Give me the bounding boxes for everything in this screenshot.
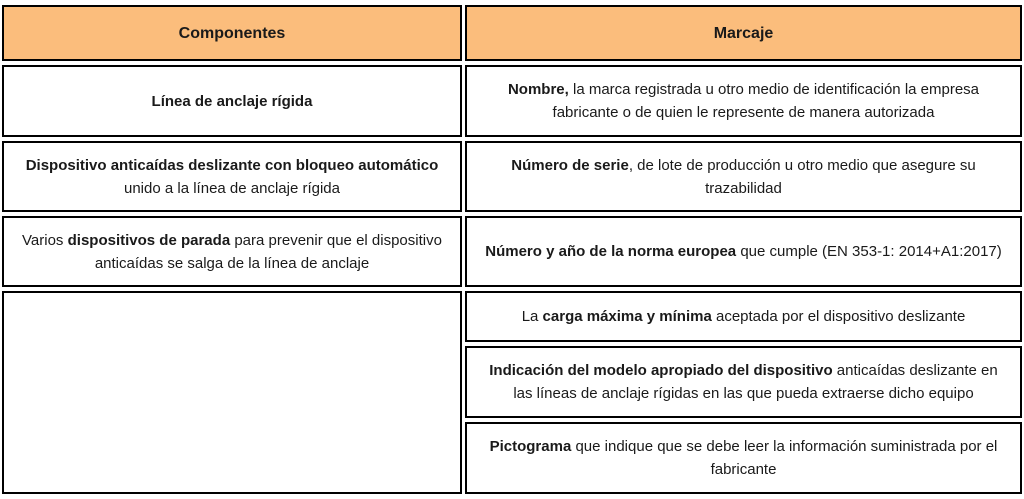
cell-rest: unido a la línea de anclaje rígida xyxy=(124,179,340,197)
header-label: Marcaje xyxy=(713,24,774,42)
componente-row-1 xyxy=(2,65,462,137)
marcaje-row-6 xyxy=(465,422,1022,494)
cell-bold: Nombre, xyxy=(507,81,569,98)
cell-bold: Pictograma xyxy=(489,438,572,455)
header-componentes xyxy=(2,5,462,61)
cell-text xyxy=(152,90,313,113)
cell-rest: que cumple (EN 353-1: 2014+A1:2017) xyxy=(736,243,1002,260)
cell-rest: , de lote de producción u otro medio que asegure su trazabilidad xyxy=(628,156,976,197)
header-marcaje xyxy=(465,5,1022,61)
cell-bold: Dispositivo anticaídas deslizante con bloqueo automático xyxy=(25,156,439,174)
cell-text xyxy=(18,229,446,275)
cell-rest: la marca registrada u otro medio de identificación la empresa fabricante o de quien le represente de manera autorizada xyxy=(552,81,980,121)
cell-text xyxy=(485,240,1002,263)
cell-text xyxy=(481,359,1006,405)
marcaje-row-2 xyxy=(465,141,1022,212)
cell-lead: La xyxy=(521,308,543,325)
header-label: Componentes xyxy=(178,24,286,42)
cell-bold: Número y año de la norma europea xyxy=(485,243,737,260)
cell-text xyxy=(18,154,446,200)
cell-rest: aceptada por el dispositivo deslizante xyxy=(711,308,966,325)
cell-lead: Varios xyxy=(22,231,68,249)
cell-text xyxy=(481,78,1006,124)
cell-rest: que indique que se debe leer la información suministrada por el fabricante xyxy=(571,438,998,478)
cell-rest: anticaídas deslizante en las líneas de anclaje rígidas en las que pueda extraerse dicho equipo xyxy=(513,362,998,402)
marcaje-row-3 xyxy=(465,216,1022,287)
componente-row-empty xyxy=(2,291,462,494)
cell-bold: Número de serie xyxy=(511,156,629,174)
cell-text xyxy=(522,305,966,328)
cell-bold: carga máxima y mínima xyxy=(542,308,712,325)
cell-bold: Línea de anclaje rígida xyxy=(151,92,313,110)
marcaje-row-5 xyxy=(465,346,1022,418)
cell-bold: Indicación del modelo apropiado del dispositivo xyxy=(489,362,833,379)
marcaje-row-1 xyxy=(465,65,1022,137)
cell-bold: dispositivos de parada xyxy=(67,231,231,249)
componente-row-3 xyxy=(2,216,462,287)
cell-text xyxy=(481,435,1006,481)
cell-text xyxy=(481,154,1006,200)
cell-rest: para prevenir que el dispositivo anticaídas se salga de la línea de anclaje xyxy=(94,231,442,272)
componente-row-2 xyxy=(2,141,462,212)
marcaje-row-4 xyxy=(465,291,1022,342)
